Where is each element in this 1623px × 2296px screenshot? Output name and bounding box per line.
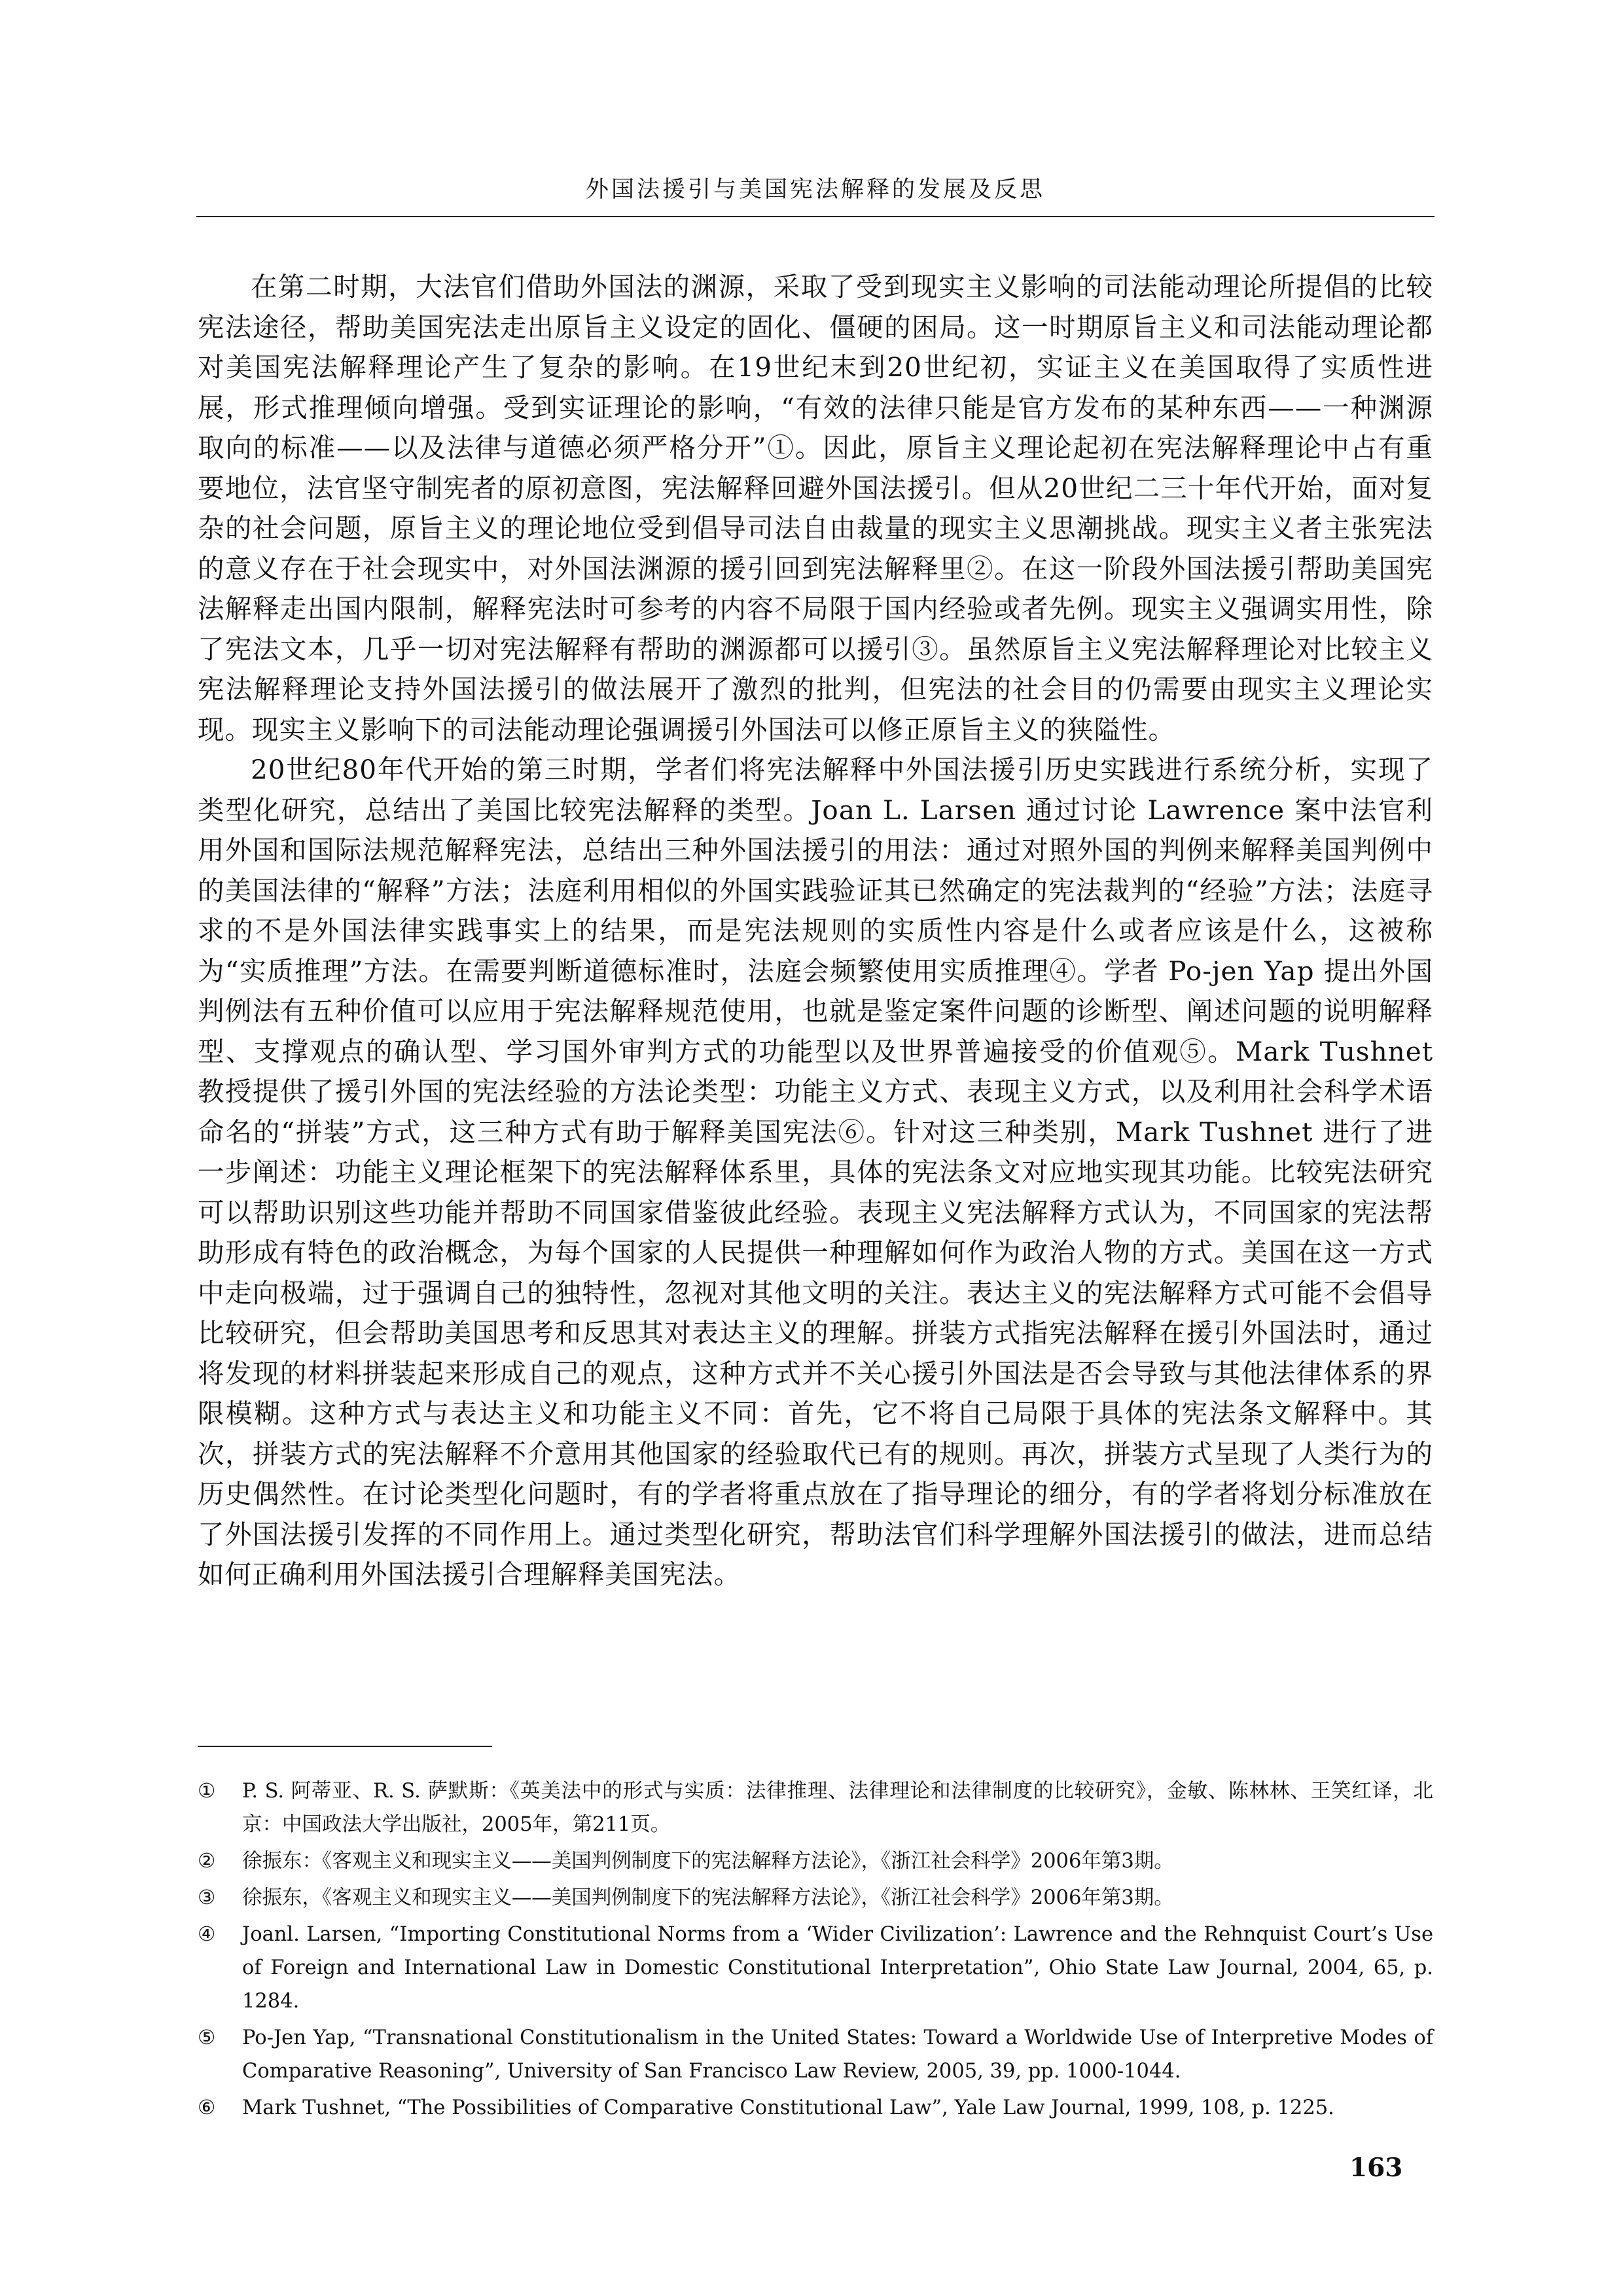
paragraph-2: 20世纪80年代开始的第三时期，学者们将宪法解释中外国法援引历史实践进行系统分析，实现了类型化研究，总结出了美国比较宪法解释的类型。Joan L. Larsen 通过讨论 Lawrence 案中法官利用外国和国际法规范解释宪法，总结出三种外国法援引的用法：通过对照外国的判例来解释美国判例中的美国法律的“解释”方法；法庭利用相似的外国实践验证其已然确定的宪法裁判的“经验”方法；法庭寻求的不是外国法律实践事实上的结果，而是宪法规则的实质性内容是什么或者应该是什么，这被称为“实质推理”方法。在需要判断道德标准时，法庭会频繁使用实质推理④。学者 Po-jen Yap 提出外国判例法有五种价值可以应用于宪法解释规范使用，也就是鉴定案件问题的诊断型、阐述问题的说明解释型、支撑观点的确认型、学习国外审判方式的功能型以及世界普遍接受的价值观⑤。Mark Tushnet 教授提供了援引外国的宪法经验的方法论类型：功能主义方式、表现主义方式，以及利用社会科学术语命名的“拼装”方式，这三种方式有助于解释美国宪法⑥。针对这三种类别，Mark Tushnet 进行了进一步阐述：功能主义理论框架下的宪法解释体系里，具体的宪法条文对应地实现其功能。比较宪法研究可以帮助识别这些功能并帮助不同国家借鉴彼此经验。表现主义宪法解释方式认为，不同国家的宪法帮助形成有特色的政治概念，为每个国家的人民提供一种理解如何作为政治人物的方式。美国在这一方式中走向极端，过于强调自己的独特性，忽视对其他文明的关注。表达主义的宪法解释方式可能不会倡导比较研究，但会帮助美国思考和反思其对表达主义的理解。拼装方式指宪法解释在援引外国法时，通过将发现的材料拼装起来形成自己的观点，这种方式并不关心援引外国法是否会导致与其他法律体系的界限模糊。这种方式与表达主义和功能主义不同：首先，它不将自己局限于具体的宪法条文解释中。其次，拼装方式的宪法解释不介意用其他国家的经验取代已有的规则。再次，拼装方式呈现了人类行为的历史偶然性。在讨论类型化问题时，有的学者将重点放在了指导理论的细分，有的学者将划分标准放在了外国法援引发挥的不同作用上。通过类型化研究，帮助法官们科学理解外国法援引的做法，进而总结如何正确利用外国法援引合理解释美国宪法。 [198, 754, 1433, 1590]
footnote-4 [198, 1918, 1433, 2018]
footnote-text: 徐振东，《客观主义和现实主义——美国判例制度下的宪法解释方法论》，《浙江社会科学》2006年第3期。 [242, 1886, 1174, 1909]
header-rule [196, 216, 1435, 217]
footnote-text: P. S. 阿蒂亚、R. S. 萨默斯：《英美法中的形式与实质：法律推理、法律理论和法律制度的比较研究》，金敏、陈林林、王笑红译，北京：中国政法大学出版社，2005年，第211页。 [242, 1780, 1433, 1836]
body-text [198, 267, 1433, 1595]
footnote-rule [198, 1746, 492, 1747]
footnote-5 [198, 2021, 1433, 2088]
footnote-1 [198, 1775, 1433, 1841]
footnotes [198, 1775, 1433, 2128]
footnote-3 [198, 1881, 1433, 1915]
footnote-marker: ④ [198, 1923, 216, 1946]
footnote-marker: ⑤ [198, 2026, 216, 2049]
footnote-marker: ⑥ [198, 2096, 216, 2119]
running-header: 外国法援引与美国宪法解释的发展及反思 [585, 177, 1045, 203]
footnote-text: 徐振东：《客观主义和现实主义——美国判例制度下的宪法解释方法论》，《浙江社会科学》2006年第3期。 [242, 1850, 1174, 1873]
footnote-marker: ② [198, 1850, 216, 1873]
footnote-2 [198, 1845, 1433, 1878]
footnote-6 [198, 2091, 1433, 2125]
paragraph-1: 在第二时期，大法官们借助外国法的渊源，采取了受到现实主义影响的司法能动理论所提倡的比较宪法途径，帮助美国宪法走出原旨主义设定的固化、僵硬的困局。这一时期原旨主义和司法能动理论都对美国宪法解释理论产生了复杂的影响。在19世纪末到20世纪初，实证主义在美国取得了实质性进展，形式推理倾向增强。受到实证理论的影响，“有效的法律只能是官方发布的某种东西——一种渊源取向的标准——以及法律与道德必须严格分开”①。因此，原旨主义理论起初在宪法解释理论中占有重要地位，法官坚守制宪者的原初意图，宪法解释回避外国法援引。但从20世纪二三十年代开始，面对复杂的社会问题，原旨主义的理论地位受到倡导司法自由裁量的现实主义思潮挑战。现实主义者主张宪法的意义存在于社会现实中，对外国法渊源的援引回到宪法解释里②。在这一阶段外国法援引帮助美国宪法解释走出国内限制，解释宪法时可参考的内容不局限于国内经验或者先例。现实主义强调实用性，除了宪法文本，几乎一切对宪法解释有帮助的渊源都可以援引③。虽然原旨主义宪法解释理论对比较主义宪法解释理论支持外国法援引的做法展开了激烈的批判，但宪法的社会目的仍需要由现实主义理论实现。现实主义影响下的司法能动理论强调援引外国法可以修正原旨主义的狭隘性。 [198, 271, 1433, 745]
footnote-text: Joanl. Larsen, “Importing Constitutional Norms from a ‘Wider Civilization’: Lawrence and the Rehnquist Court’s Use of Foreign and International Law in Domestic Constitutional Interpretation”, Ohio State Law Journal, 2004, 65, p. 1284. [242, 1923, 1433, 2013]
footnote-text: Mark Tushnet, “The Possibilities of Comparative Constitutional Law”, Yale Law Journal, 1999, 108, p. 1225. [242, 2096, 1334, 2119]
footnote-marker: ③ [198, 1886, 216, 1909]
footnote-text: Po-Jen Yap, “Transnational Constitutionalism in the United States: Toward a Worldwide Use of Interpretive Modes of Comparative Reasoning”, University of San Francisco Law Review, 2005, 39, pp. 1000-1044. [242, 2026, 1433, 2083]
page-number: 163 [1349, 2153, 1403, 2183]
footnote-marker: ① [198, 1780, 216, 1803]
